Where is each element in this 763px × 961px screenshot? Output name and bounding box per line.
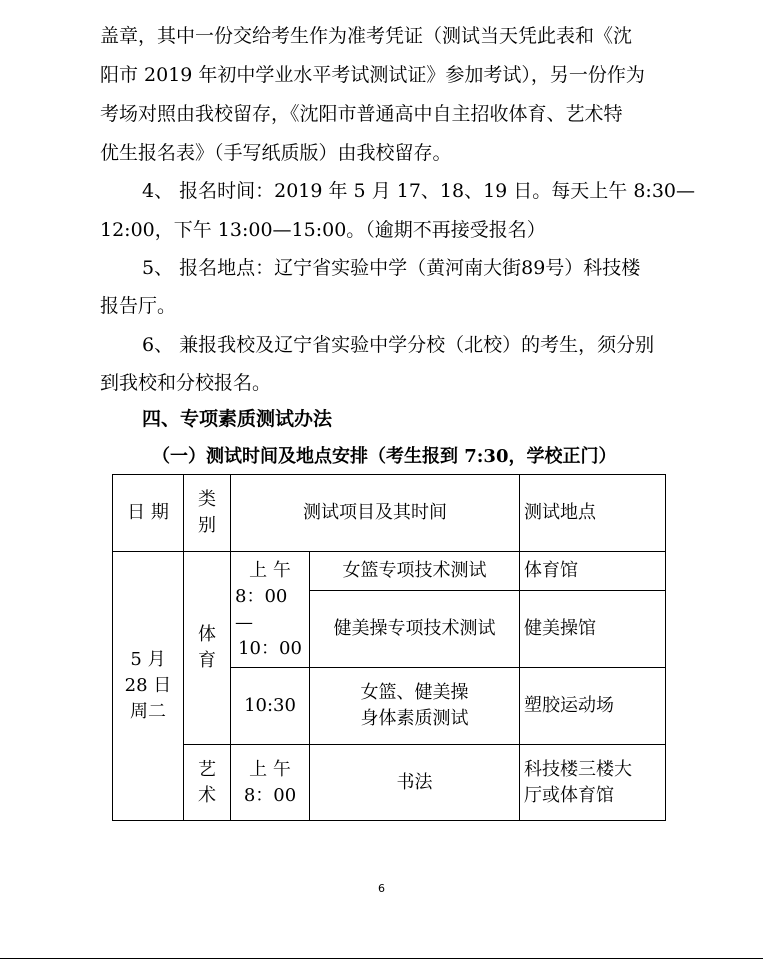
dual-registration-line: 6、 兼报我校及辽宁省实验中学分校（北校）的考生，须分别	[142, 334, 655, 356]
table-header-row	[113, 475, 666, 552]
paragraph-line: 优生报名表》（手写纸质版）由我校留存。	[100, 142, 452, 164]
place-arts: 科技楼三楼大 厅或体育馆	[520, 745, 666, 821]
paragraph-line: 盖章，其中一份交给考生作为准考凭证（测试当天凭此表和《沈	[100, 25, 633, 47]
header-place: 测试地点	[520, 475, 666, 552]
table-row	[113, 745, 666, 821]
item-calligraphy: 书法	[310, 745, 520, 821]
schedule-table	[112, 474, 666, 821]
place-track: 塑胶运动场	[520, 668, 666, 745]
paragraph-line: 阳市 2019 年初中学业水平考试测试证》参加考试），另一份作为	[100, 64, 645, 86]
header-category: 类 别	[184, 475, 231, 552]
category-sports: 体 育	[184, 552, 231, 745]
table-row	[113, 552, 666, 591]
time-morning: 上 午 8：00— 10：00	[231, 552, 310, 668]
time-arts: 上 午 8：00	[231, 745, 310, 821]
header-items: 测试项目及其时间	[231, 475, 520, 552]
dual-registration-line: 到我校和分校报名。	[100, 372, 272, 394]
registration-time-line: 12:00，下午 13:00—15:00。（逾期不再接受报名）	[100, 219, 546, 241]
item-fitness-test: 女篮、健美操 身体素质测试	[310, 668, 520, 745]
bottom-divider	[0, 958, 763, 959]
registration-place-line: 报告厅。	[100, 295, 177, 317]
header-date: 日 期	[113, 475, 184, 552]
date-cell: 5 月 28 日 周二	[113, 552, 184, 821]
subsection-heading: （一）测试时间及地点安排（考生报到 7:30，学校正门）	[152, 446, 617, 467]
item-aerobics-skill: 健美操专项技术测试	[310, 591, 520, 668]
page-number: 6	[378, 882, 385, 895]
place-gym: 体育馆	[520, 552, 666, 591]
registration-time-line: 4、 报名时间：2019 年 5 月 17、18、19 日。每天上午 8:30—	[142, 180, 696, 202]
category-arts: 艺 术	[184, 745, 231, 821]
registration-place-line: 5、 报名地点：辽宁省实验中学（黄河南大街89号）科技楼	[142, 257, 641, 279]
item-basketball-skill: 女篮专项技术测试	[310, 552, 520, 591]
section-heading: 四、专项素质测试办法	[142, 408, 333, 430]
time-1030: 10:30	[231, 668, 310, 745]
place-aerobics-hall: 健美操馆	[520, 591, 666, 668]
paragraph-line: 考场对照由我校留存，《沈阳市普通高中自主招收体育、艺术特	[100, 103, 623, 125]
